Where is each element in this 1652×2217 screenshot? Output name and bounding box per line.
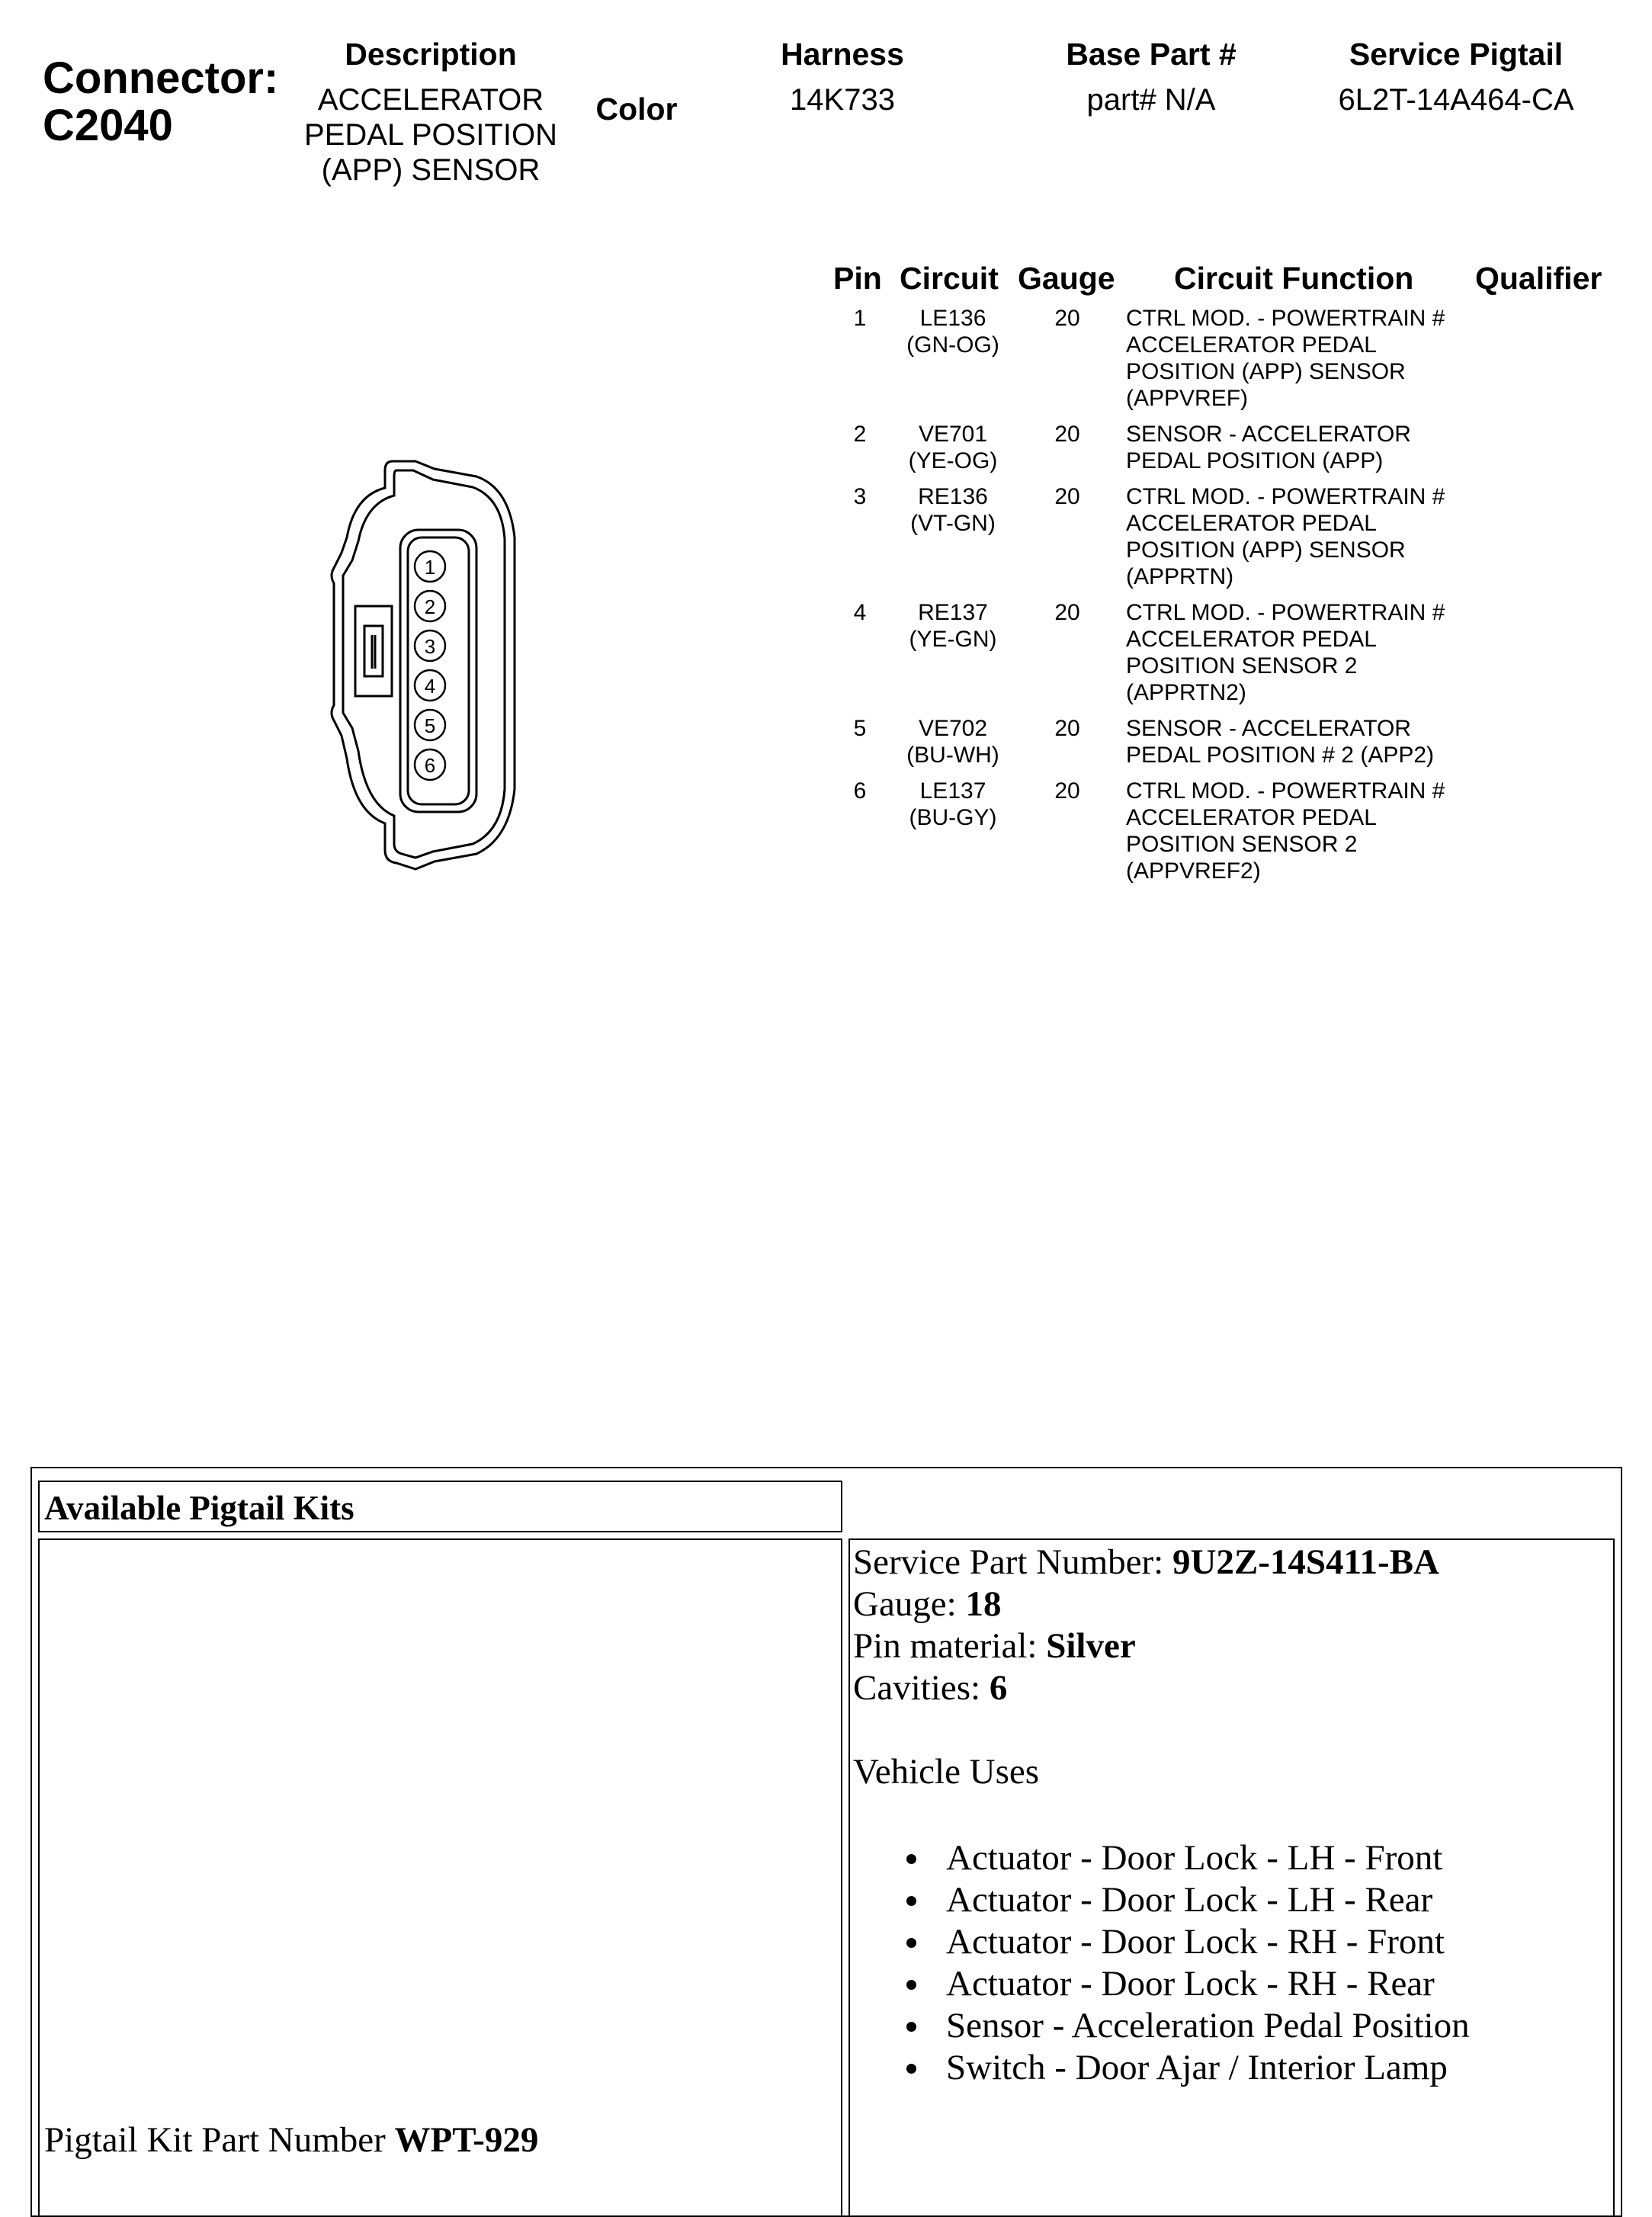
cavity-1-number: 1 <box>424 556 436 579</box>
circuit-cell <box>892 778 1014 831</box>
pin-number: 6 <box>853 778 867 804</box>
base-part-value: part# N/A <box>1086 83 1216 117</box>
qualifier-header: Qualifier <box>1475 261 1602 296</box>
function-line: CTRL MOD. - POWERTRAIN # <box>1126 484 1445 509</box>
gauge-value: 18 <box>965 1584 1002 1624</box>
function-line: POSITION SENSOR 2 <box>1126 653 1358 679</box>
vehicle-use-text: Switch - Door Ajar / Interior Lamp <box>946 2048 1448 2087</box>
function-line: (APPRTN) <box>1126 564 1234 589</box>
pin-number: 1 <box>853 306 867 331</box>
function-cell <box>1126 483 1492 590</box>
function-line: SENSOR - ACCELERATOR <box>1126 422 1411 447</box>
function-line: CTRL MOD. - POWERTRAIN # <box>1126 778 1445 804</box>
gauge-cell: 20 <box>1054 716 1080 741</box>
function-line: (APPVREF) <box>1126 386 1249 411</box>
function-line: ACCELERATOR PEDAL <box>1126 805 1377 830</box>
cavity-5-number: 5 <box>424 714 436 737</box>
cavity-2-number: 2 <box>424 595 436 618</box>
function-line: POSITION SENSOR 2 <box>1126 832 1358 857</box>
gauge-cell: 20 <box>1054 422 1080 447</box>
function-line: POSITION (APP) SENSOR <box>1126 537 1406 563</box>
function-cell <box>1126 305 1492 412</box>
vehicle-use-text: Actuator - Door Lock - RH - Front <box>946 1922 1445 1962</box>
circuit-function-header: Circuit Function <box>1174 261 1414 296</box>
service-part-line <box>853 1542 1608 1583</box>
gauge-line <box>853 1583 1608 1625</box>
function-cell <box>1126 715 1492 768</box>
description-line: (APP) SENSOR <box>321 153 541 187</box>
bullet-icon <box>906 1980 916 1990</box>
circuit-id: RE137 <box>918 600 988 625</box>
function-cell <box>1126 778 1492 884</box>
pin-header: Pin <box>833 261 882 296</box>
service-pigtail-header: Service Pigtail <box>1349 37 1564 72</box>
pigtail-heading: Available Pigtail Kits <box>44 1489 354 1527</box>
description-header: Description <box>345 37 517 72</box>
function-cell <box>1126 421 1492 474</box>
wire-color: (YE-GN) <box>909 627 997 652</box>
vehicle-use-text: Actuator - Door Lock - LH - Front <box>946 1838 1443 1878</box>
wire-color: (GN-OG) <box>906 332 999 358</box>
list-item <box>906 2005 1608 2047</box>
cavities-line <box>853 1667 1608 1709</box>
list-item <box>906 1879 1608 1921</box>
circuit-id: LE136 <box>919 306 986 331</box>
circuit-cell <box>892 599 1014 653</box>
gauge-cell: 20 <box>1054 600 1080 625</box>
vehicle-uses-label: Vehicle Uses <box>853 1752 1040 1792</box>
connector-housing <box>332 461 515 869</box>
circuit-id: VE702 <box>918 716 988 741</box>
function-line: ACCELERATOR PEDAL <box>1126 511 1377 536</box>
gauge-cell: 20 <box>1054 484 1080 509</box>
pin-number: 2 <box>853 422 867 447</box>
connector-diagram <box>328 454 541 877</box>
function-line: POSITION (APP) SENSOR <box>1126 359 1406 384</box>
harness-value: 14K733 <box>790 83 895 117</box>
list-item <box>906 1921 1608 1963</box>
vehicle-uses-list <box>906 1837 1608 2089</box>
function-line: ACCELERATOR PEDAL <box>1126 627 1377 652</box>
kit-label: Pigtail Kit Part Number <box>44 2120 386 2160</box>
list-item <box>906 1837 1608 1879</box>
vehicle-use-text: Actuator - Door Lock - LH - Rear <box>946 1880 1433 1920</box>
service-part-label: Service Part Number: <box>853 1542 1164 1582</box>
function-line: PEDAL POSITION # 2 (APP2) <box>1126 743 1435 768</box>
description-line: ACCELERATOR <box>317 83 544 117</box>
function-line: CTRL MOD. - POWERTRAIN # <box>1126 600 1445 625</box>
function-cell <box>1126 599 1492 706</box>
gauge-header: Gauge <box>1018 261 1115 296</box>
cavities-label: Cavities: <box>853 1668 981 1708</box>
bullet-icon <box>906 1938 916 1948</box>
bullet-icon <box>906 1896 916 1906</box>
pigtail-details-cell <box>848 1538 1615 2217</box>
connector-label: Connector: <box>43 53 279 103</box>
bullet-icon <box>906 2064 916 2074</box>
vehicle-use-text: Sensor - Acceleration Pedal Position <box>946 2006 1470 2045</box>
harness-header: Harness <box>781 37 904 72</box>
bullet-icon <box>906 2022 916 2032</box>
cavity-3-number: 3 <box>424 635 436 658</box>
gauge-cell: 20 <box>1054 778 1080 804</box>
cavity-6-number: 6 <box>424 754 436 777</box>
connector-id: C2040 <box>43 101 173 150</box>
wire-color: (VT-GN) <box>910 511 996 536</box>
pin-material-label: Pin material: <box>853 1626 1038 1666</box>
function-line: PEDAL POSITION (APP) <box>1126 448 1384 473</box>
function-line: ACCELERATOR PEDAL <box>1126 332 1377 358</box>
pigtail-details <box>853 1542 1608 2089</box>
vehicle-use-text: Actuator - Door Lock - RH - Rear <box>946 1964 1435 2004</box>
pin-number: 5 <box>853 716 867 741</box>
cavity-4-number: 4 <box>424 675 436 698</box>
connector-title <box>43 55 278 149</box>
gauge-cell: 20 <box>1054 306 1080 331</box>
base-part-header: Base Part # <box>1066 37 1237 72</box>
circuit-id: LE137 <box>919 778 986 804</box>
circuit-id: RE136 <box>918 484 988 509</box>
function-line: CTRL MOD. - POWERTRAIN # <box>1126 306 1445 331</box>
circuit-id: VE701 <box>918 422 988 447</box>
bullet-icon <box>906 1854 916 1864</box>
service-part-value: 9U2Z-14S411-BA <box>1172 1542 1439 1582</box>
description-value <box>290 82 572 188</box>
cavities-value: 6 <box>989 1668 1008 1708</box>
list-item <box>906 2047 1608 2089</box>
wire-color: (BU-GY) <box>909 805 997 830</box>
pigtail-kit-cell <box>38 1538 842 2217</box>
circuit-cell <box>892 715 1014 768</box>
wire-color: (BU-WH) <box>906 743 999 768</box>
function-line: SENSOR - ACCELERATOR <box>1126 716 1411 741</box>
wire-color: (YE-OG) <box>908 448 998 473</box>
pin-material-line <box>853 1625 1608 1667</box>
color-header: Color <box>595 91 678 127</box>
description-line: PEDAL POSITION <box>304 118 557 152</box>
pin-material-value: Silver <box>1046 1626 1136 1666</box>
kit-value: WPT-929 <box>394 2120 539 2160</box>
circuit-cell <box>892 483 1014 537</box>
function-line: (APPVREF2) <box>1126 858 1261 884</box>
service-pigtail-value: 6L2T-14A464-CA <box>1338 83 1574 117</box>
circuit-cell <box>892 305 1014 358</box>
pin-number: 4 <box>853 600 867 625</box>
list-item <box>906 1963 1608 2005</box>
pigtail-kits-table <box>30 1467 1622 2217</box>
pigtail-kit-part-number <box>44 2119 538 2161</box>
circuit-cell <box>892 421 1014 474</box>
function-line: (APPRTN2) <box>1126 680 1246 705</box>
pin-number: 3 <box>853 484 867 509</box>
circuit-header: Circuit <box>900 261 999 296</box>
pigtail-heading-cell <box>38 1481 842 1532</box>
gauge-label: Gauge: <box>853 1584 957 1624</box>
